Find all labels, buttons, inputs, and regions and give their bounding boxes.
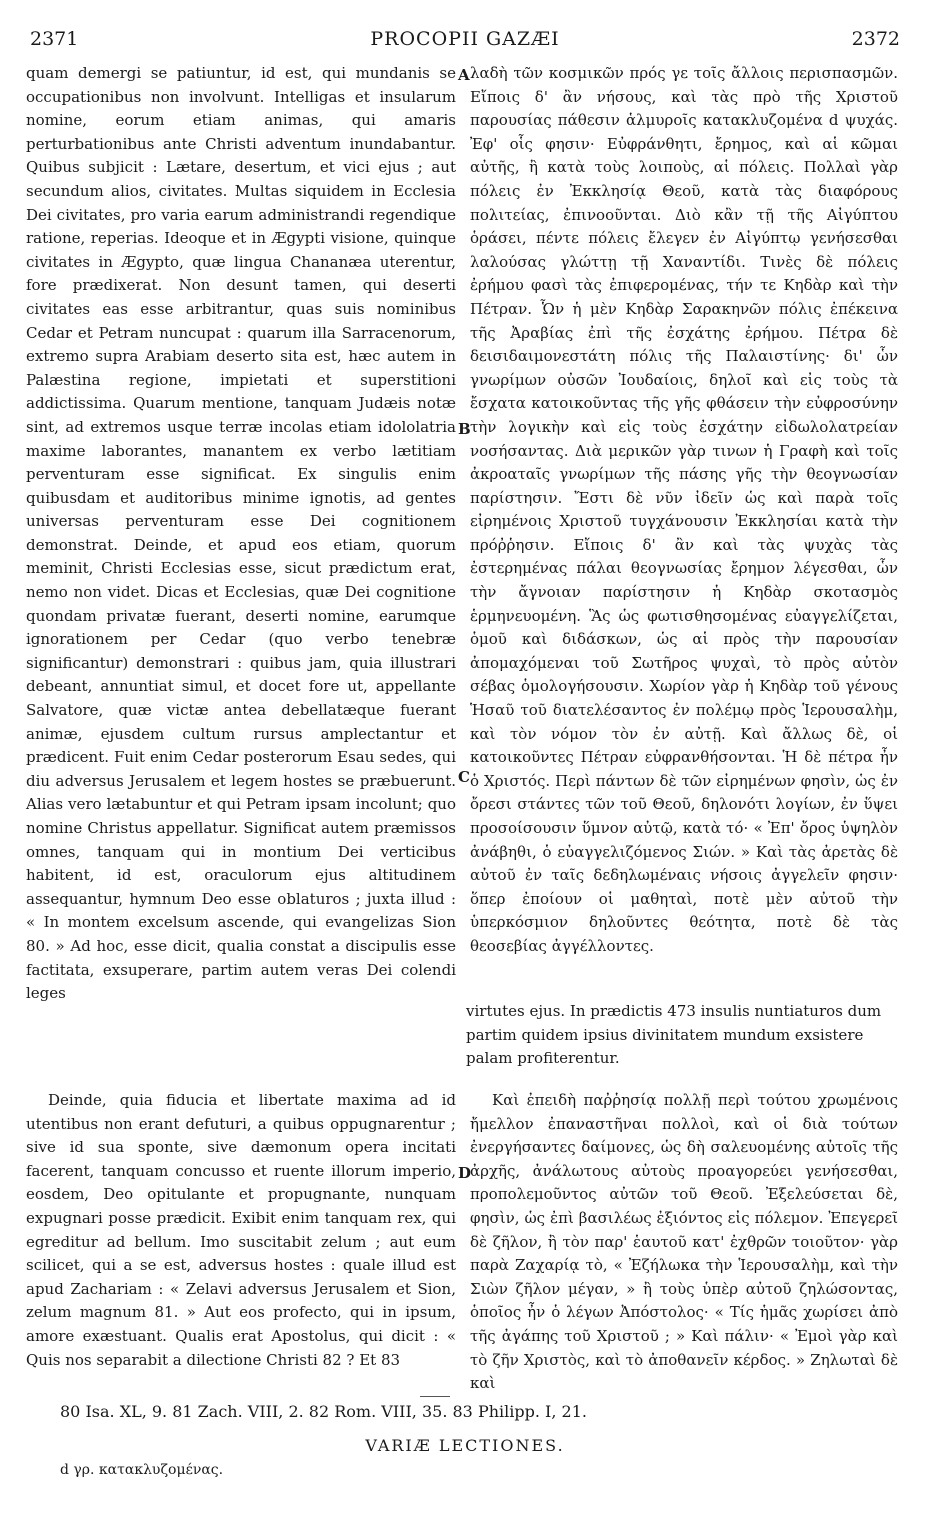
column-number-left: 2371 (30, 28, 79, 50)
latin-column-lower (26, 1085, 456, 1372)
latin-paragraph-2: Deinde, quia fiducia et libertate maxima ad id utentibus non erant defuturi, a quibus oppugnarentur ; sive id sua sponte, sive dæmonum opera incitati facerent, tanquam concusso et ruente illorum imperio, eosdem, Deo opitulante et propugnante, nunquam expugnari posse prædicit. Exibit enim tanquam rex, qui egreditur ad bellum. Imo suscitabit zelum ; aut eum scilicet, qui a se est, adversus hostes : quale illud est apud Zachariam : « Zelavi adversus Jerusalem et Sion, zelum magnum 81. » Aut eos profecto, qui in ipsum, amore exæstuant. Qualis erat Apostolus, qui dicit : « Quis nos separabit a dilectione Christi 82 ? Et 83 (26, 1091, 456, 1369)
greek-column-lower (470, 1085, 898, 1396)
footnote-rule (420, 1396, 450, 1397)
latin-paragraph-1: quam demergi se patiuntur, id est, qui mundanis se occupationibus non involvunt. Intelligas et insularum nomine, eorum etiam animas, qui amaris perturbationibus ante Christi adventum inundabantur. Quibus subjicit : Lætare, desertum, et vici ejus ; aut secundum alios, civitates. Multas siquidem in Ecclesia Dei civitates, pro varia earum administrandi regendique ratione, reperias. Ideoque et in Ægypti visione, quinque civitates in Ægypto, quæ lingua Chananæa uterentur, fore prædixerat. Non desunt tamen, qui deserti civitates eas esse arbitrantur, quas suis nominibus Cedar et Petram nuncupat : quarum illa Sarracenorum, extremo supra Arabiam deserto sita est, hæc autem in Palæstina regione, impietati et superstitioni addictissima. Quarum mentione, tanquam Judæis notæ sint, ad extremos usque terræ incolas etiam idololatria maxime laborantes, manantem ex verbo lætitiam perventuram esse significat. Ex singulis enim quibusdam et auditoribus minime ignotis, ad gentes universas perventuram esse Dei cognitionem demonstrat. Deinde, et apud eos etiam, quorum meminit, Christi Ecclesias esse, sicut prædictum erat, nemo non videt. Dicas et Ecclesias, quæ Dei cognitione quondam privatæ fuerant, deserti nomine, earumque ignorationem per Cedar (quo verbo tenebræ significantur) demonstrari : quibus jam, quia illustrari debeant, annuntiat simul, et docet fore ut, appellante Salvatore, quæ victæ antea debellatæque fuerant animæ, ejusdem cultum rursus amplectantur et prædicent. Fuit enim Cedar posterorum Esau sedes, qui diu adversus Jerusalem et legem hostes se præbuerunt. Alias vero lætabuntur et qui Petram ipsam incolunt; quo nomine Christus appellatur. Significat autem præmissos omnes, tanquam qui in montium Dei verticibus habitent, id est, oraculorum ejus altitudinem assequantur, hymnum Deo esse oblaturos ; juxta illud : « In montem excelsum ascende, qui evangelizas Sion 80. » Ad hoc, esse dicit, qualia constat a discipulis esse factitata, exsuperare, partim autem veras Dei colendi leges (26, 64, 456, 1003)
margin-letter-d: D (458, 1164, 472, 1182)
latin-continuation-line: virtutes ejus. In prædictis 473 insulis nuntiaturos dum partim quidem ipsius divinitatem mundum exsistere palam profiterentur. (466, 1002, 882, 1068)
column-number-right: 2372 (851, 28, 900, 50)
footnotes: 80 Isa. XL, 9. 81 Zach. VIII, 2. 82 Rom. VIII, 35. 83 Philipp. I, 21. (60, 1402, 587, 1421)
latin-column (26, 62, 456, 1006)
greek-column (470, 62, 898, 959)
margin-letter-b: B (458, 420, 471, 438)
margin-letter-a: A (458, 66, 470, 84)
running-title: PROCOPII GAZÆI (370, 28, 560, 50)
variae-lectiones-heading: VARIÆ LECTIONES. (365, 1436, 565, 1455)
greek-paragraph-2: Καὶ ἐπειδὴ παῤῥησίᾳ πολλῇ περὶ τούτου χρωμένοις ἤμελλον ἐπαναστῆναι πολλοὶ, καὶ οἱ διὰ τούτων ἐνεργήσαντες δαίμονες, ὡς δὴ σαλευομένης αὐτοῖς τῆς ἀρχῆς, ἀνάλωτους αὐτοὺς προαγορεύει γενήσεσθαι, προπολεμοῦντος αὐτῶν τοῦ Θεοῦ. Ἐξελεύσεται δὲ, φησὶν, ὡς ἐπὶ βασιλέως ἐξιόντος εἰς πόλεμον. Ἐπεγερεῖ δὲ ζῆλον, ἢ τὸν παρ' ἑαυτοῦ κατ' ἐχθρῶν τοιοῦτον· γὰρ παρὰ Ζαχαρίᾳ τὸ, « Ἐζήλωκα τὴν Ἱερουσαλὴμ, καὶ τὴν Σιὼν ζῆλον μέγαν, » ἢ τοὺς ὑπὲρ αὐτοῦ ζηλώσοντας, ὁποῖος ἦν ὁ λέγων Ἀπόστολος· « Τίς ἡμᾶς χωρίσει ἀπὸ τῆς ἀγάπης τοῦ Χριστοῦ ; » Καὶ πάλιν· « Ἐμοὶ γὰρ καὶ τὸ ζῆν Χριστὸς, καὶ τὸ ἀποθανεῖν κέρδος. » Ζηλωταὶ δὲ καὶ (470, 1091, 898, 1393)
variant-reading-note: d γρ. κατακλυζομένας. (60, 1462, 224, 1478)
page-header (30, 28, 900, 56)
greek-paragraph-1: λαδὴ τῶν κοσμικῶν πρός γε τοῖς ἄλλοις περισπασμῶν. Εἴποις δ' ἂν νήσους, καὶ τὰς πρὸ τῆς Χριστοῦ παρουσίας πάθεσιν ἁλμυροῖς κατακλυζομένα d ψυχάς. Ἐφ' οἷς φησιν· Εὐφράνθητι, ἔρημος, καὶ αἱ κῶμαι αὐτῆς, ἢ κατὰ τοὺς λοιποὺς, αἱ πόλεις. Πολλαὶ γὰρ πόλεις ἐν Ἐκκλησίᾳ Θεοῦ, κατὰ τὰς διαφόρους πολιτείας, ἐπινοοῦνται. Διὸ κἂν τῇ τῆς Αἰγύπτου ὁράσει, πέντε πόλεις ἔλεγεν ἐν Αἰγύπτῳ γενήσεσθαι λαλούσας γλώττῃ τῇ Χαναντίδι. Τινὲς δὲ πόλεις ἐρήμου φασὶ τὰς ἐπιφερομένας, τήν τε Κηδὰρ καὶ τὴν Πέτραν. Ὧν ἡ μὲν Κηδὰρ Σαρακηνῶν πόλις ἐπέκεινα τῆς Ἀραβίας ἐπὶ τῆς ἐσχάτης ἐρήμου. Πέτρα δὲ δεισιδαιμονεστάτη πόλις τῆς Παλαιστίνης· δι' ὧν γνωρίμων οὐσῶν Ἰουδαίοις, δηλοῖ καὶ εἰς τοὺς τὰ ἔσχατα κατοικοῦντας τῆς γῆς φθάσειν τὴν εὐφροσύνην τὴν λογικὴν καὶ εἰς τοὺς ἐσχάτην εἰδωλολατρείαν νοσήσαντας. Διὰ μερικῶν γὰρ τινων ἡ Γραφὴ καὶ τοῖς ἀκροαταῖς γνωρίμων τῆς πάσης γῆς τὴν θεογνωσίαν παρίστησιν. Ἔστι δὲ νῦν ἰδεῖν ὡς καὶ παρὰ τοῖς εἰρημένοις Χριστοῦ τυγχάνουσιν Ἐκκλησίαι κατὰ τὴν πρόῤῥησιν. Εἴποις δ' ἂν καὶ τὰς ψυχὰς τὰς ἐστερημένας πάλαι θεογνωσίας ἔρημον λέγεσθαι, ὧν τὴν ἄγνοιαν παρίστησιν ἡ Κηδὰρ σκοτασμὸς ἑρμηνευομένη. Ἃς ὡς φωτισθησομένας εὐαγγελίζεται, ὁμοῦ καὶ διδάσκων, ὡς αἱ πρὸς τὴν παρουσίαν ἀπομαχόμεναι τοῦ Σωτῆρος ψυχαὶ, τὸ πρὸς αὐτὸν σέβας ὁμολογήσουσιν. Χωρίον γὰρ ἡ Κηδὰρ τοῦ γένους Ἡσαῦ τοῦ διατελέσαντος ἐν πολέμῳ πρὸς Ἱερουσαλὴμ, καὶ τὸν νόμον τὸν ἐν αὐτῇ. Καὶ ἄλλως δὲ, οἱ κατοικοῦντες Πέτραν εὐφρανθήσονται. Ἡ δὲ πέτρα ἦν ὁ Χριστός. Περὶ πάντων δὲ τῶν εἰρημένων φησὶν, ὡς ἐν ὄρεσι στάντες τῶν τοῦ Θεοῦ, δηλονότι λογίων, ἐν ὕψει προσοίσουσιν ὕμνον αὐτῷ, κατὰ τό· « Ἐπ' ὄρος ὑψηλὸν ἀνάβηθι, ὁ εὐαγγελιζόμενος Σιών. » Καὶ τὰς ἀρετὰς δὲ αὐτοῦ ἐν ταῖς δεδηλωμέναις νήσοις ἀγγελεῖν φησιν· ὅπερ ἐποίουν οἱ μαθηταὶ, ποτὲ μὲν αὐτοῦ τὴν ὑπερκόσμιον δηλοῦντες θεότητα, ποτὲ δὲ τὰς θεοσεβίας ἀγγέλλοντες. (470, 64, 898, 955)
margin-letter-c: C (458, 768, 470, 786)
